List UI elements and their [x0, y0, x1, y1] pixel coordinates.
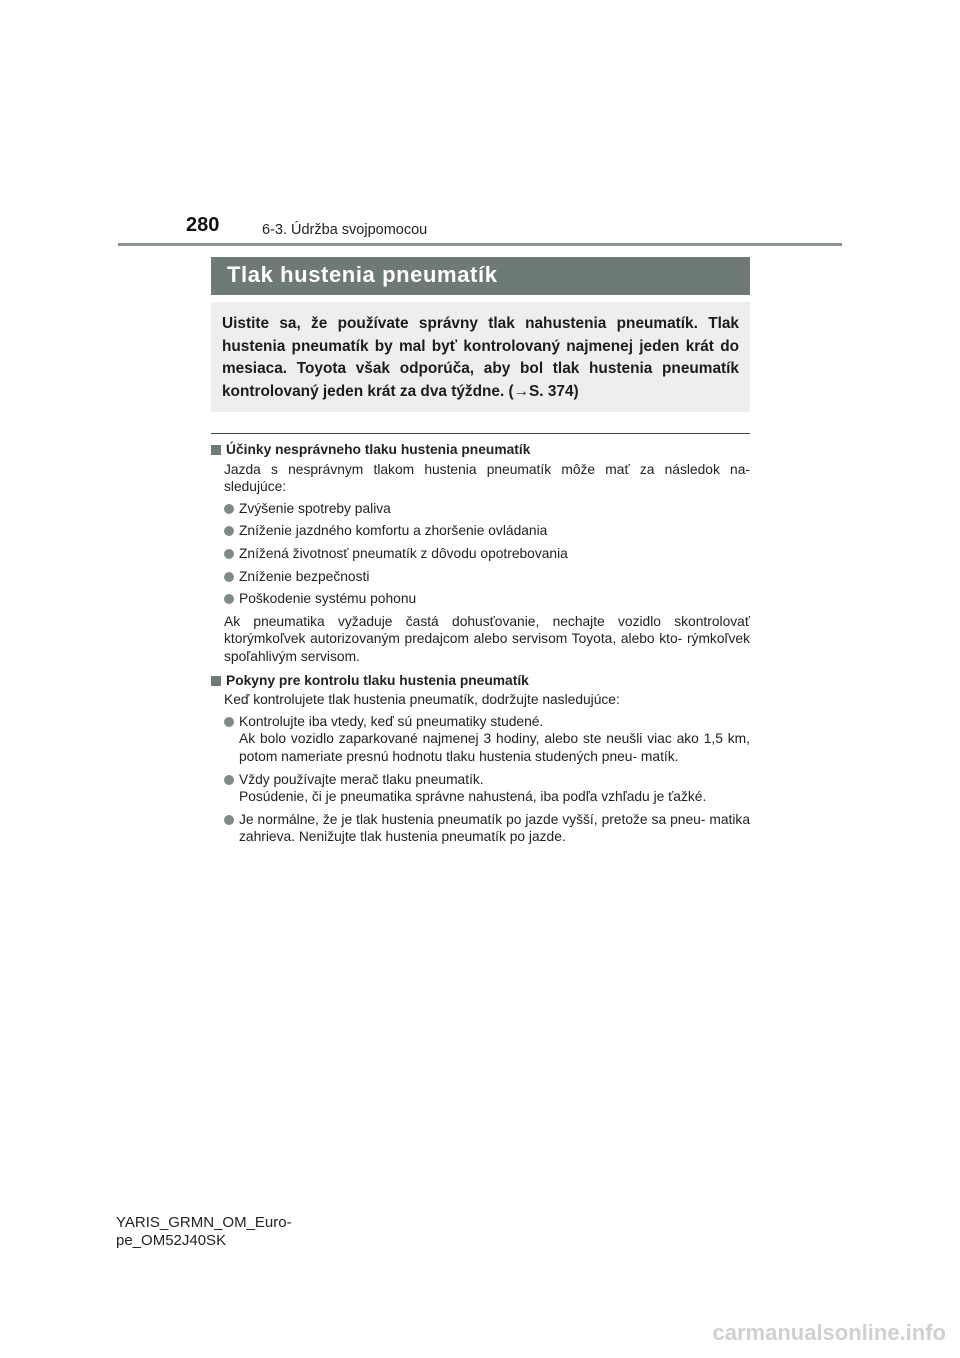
list-item-text	[239, 771, 750, 806]
list-item	[224, 590, 750, 608]
dot-bullet-icon	[224, 775, 234, 785]
dot-bullet-icon	[224, 504, 234, 514]
content	[211, 441, 750, 851]
watermark: carmanualsonline.info	[712, 1320, 946, 1345]
dot-bullet-icon	[224, 526, 234, 536]
section-lead: Jazda s nesprávnym tlakom hustenia pneumatík môže mať za následok na- sledujúce:	[224, 461, 750, 495]
dot-bullet-icon	[224, 572, 234, 582]
dot-bullet-icon	[224, 815, 234, 825]
list-item	[224, 500, 750, 518]
section-heading-text: Účinky nesprávneho tlaku hustenia pneumatík	[226, 442, 531, 457]
footer-doc-id	[116, 1214, 292, 1250]
intro-box	[211, 302, 750, 412]
section-closing: Ak pneumatika vyžaduje častá dohusťovanie, nechajte vozidlo skontrolovať ktorýmkoľvek autorizovaným predajcom alebo servisom Toyota, alebo kto- rýmkoľvek spoľahlivým servisom.	[224, 613, 750, 664]
list-item-text: Znížená životnosť pneumatík z dôvodu opotrebovania	[239, 545, 568, 561]
list-item-text: Zvýšenie spotreby paliva	[239, 500, 391, 516]
page-title: Tlak hustenia pneumatík	[227, 262, 498, 287]
list-item	[224, 568, 750, 586]
section-reference: 6-3. Údržba svojpomocou	[262, 222, 428, 238]
list-item	[224, 713, 750, 766]
dot-bullet-icon	[224, 549, 234, 559]
list-item	[224, 771, 750, 806]
intro-text: Uistite sa, že používate správny tlak nahustenia pneumatík. Tlak hustenia pneumatík by mal byť kontrolovaný najmenej jeden krát do mesiaca. Toyota však odporúča, aby bol tlak hustenia pneumatík kontrolovaný jeden krát za dva týždne. (→S. 374)	[222, 315, 739, 400]
section-heading	[211, 672, 750, 690]
list-item-text: Zníženie bezpečnosti	[239, 568, 370, 584]
list-item-title: Vždy používajte merač tlaku pneumatík.	[239, 771, 484, 787]
list-item-text: Zníženie jazdného komfortu a zhoršenie ovládania	[239, 523, 548, 539]
list-item-text: Poškodenie systému pohonu	[239, 591, 417, 607]
section-heading-text: Pokyny pre kontrolu tlaku hustenia pneumatík	[226, 672, 529, 688]
dot-bullet-icon	[224, 717, 234, 727]
list-item	[224, 522, 750, 540]
section-divider	[211, 433, 750, 434]
section-lead: Keď kontrolujete tlak hustenia pneumatík, dodržujte nasledujúce:	[224, 692, 620, 708]
list-item-title: Kontrolujte iba vtedy, keď sú pneumatiky studené.	[239, 713, 544, 729]
title-bar	[211, 257, 750, 295]
list-item	[224, 811, 750, 846]
section-heading	[211, 441, 750, 459]
list-item-text	[239, 713, 750, 766]
list-item-text	[239, 811, 750, 846]
square-bullet-icon	[211, 445, 221, 455]
footer-line: YARIS_GRMN_OM_Euro-	[116, 1214, 292, 1231]
list-item	[224, 545, 750, 563]
list-item-detail: Posúdenie, či je pneumatika správne nahustená, iba podľa vzhľadu je ťažké.	[239, 789, 707, 805]
list-item-detail: Ak bolo vozidlo zaparkované najmenej 3 hodiny, alebo ste neušli viac ako 1,5 km, potom nameriate presnú hodnotu tlaku hustenia studených pneu- matík.	[239, 731, 750, 764]
footer-line: pe_OM52J40SK	[116, 1232, 227, 1249]
page-number: 280	[186, 214, 220, 236]
header-divider	[118, 243, 842, 246]
dot-bullet-icon	[224, 594, 234, 604]
square-bullet-icon	[211, 676, 221, 686]
list-item-title: Je normálne, že je tlak hustenia pneumatík po jazde vyšší, pretože sa pneu- matika zahrieva. Nenižujte tlak hustenia pneumatík po jazde.	[239, 811, 750, 845]
